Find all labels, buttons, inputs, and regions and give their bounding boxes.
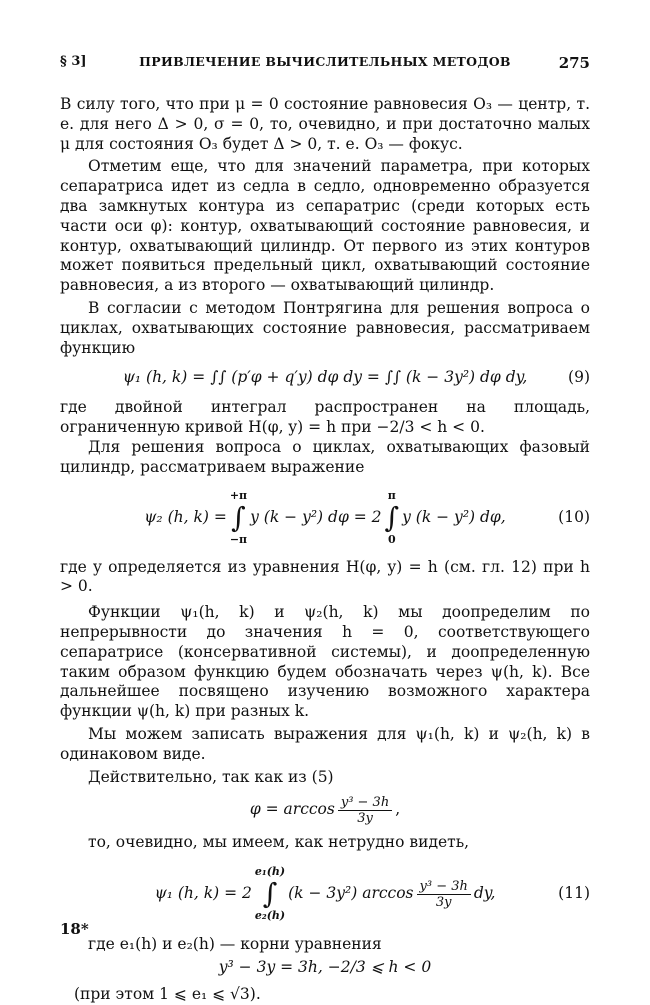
equation-11-suffix: dy,	[473, 884, 496, 903]
integral-sign-2: π ∫ 0	[384, 488, 400, 546]
fraction-numerator: y³ − 3h	[338, 795, 392, 811]
fraction	[338, 795, 392, 826]
integral-sign: +π ∫ −π	[229, 488, 248, 546]
equation-10-number: (10)	[558, 507, 590, 526]
integral-upper-limit: +π	[229, 488, 248, 502]
integral-lower-limit-3: e₂(h)	[254, 909, 286, 923]
paragraph-3: В согласии с методом Понтрягина для решения вопроса о циклах, охватывающих состояние равновесия, рассматриваем функцию	[60, 298, 590, 357]
equation-11-middle: (k − 3y²) arccos	[288, 884, 414, 903]
running-header	[60, 54, 590, 76]
fraction-2-denominator: 3y	[435, 894, 452, 910]
paragraph-1: В силу того, что при μ = 0 состояние равновесия O₃ — центр, т. е. для него Δ > 0, σ = 0, то, очевидно, и при достаточно малых μ для состояния O₃ будет Δ > 0, т. е. O₃ — фокус.	[60, 95, 590, 153]
equation-11	[60, 853, 590, 935]
equation-10-middle: y (k − y²) dφ = 2	[250, 507, 382, 526]
fraction-denominator: 3y	[357, 810, 373, 826]
equation-roots-body: y³ − 3y = 3h, −2/3 ⩽ h < 0	[218, 958, 432, 976]
paragraph-5: Для решения вопроса о циклах, охватывающих фазовый цилиндр, рассматриваем выражение	[60, 437, 590, 476]
fraction-2-numerator: y³ − 3h	[417, 879, 471, 895]
equation-10-prefix: ψ₂ (h, k) =	[144, 507, 227, 526]
equation-11-prefix: ψ₁ (h, k) = 2	[154, 884, 252, 903]
integral-sign-3: e₁(h) ∫ e₂(h)	[254, 865, 286, 923]
paragraph-7: Функции ψ₁(h, k) и ψ₂(h, k) мы доопределим по непрерывности до значения h = 0, соответствующего сепаратрисе (консервативной системы), и доопределенную таким образом функцию будем обозначать через ψ(h, k). Все дальнейшее посвящено изучению возможного характера функции ψ(h, k) при разных k.	[60, 603, 590, 721]
running-title: ПРИВЛЕЧЕНИЕ ВЫЧИСЛИТЕЛЬНЫХ МЕТОДОВ	[139, 54, 511, 69]
equation-phi-prefix: φ = arccos	[249, 800, 335, 819]
paragraph-10: то, очевидно, мы имеем, как нетрудно видеть,	[88, 833, 470, 852]
paragraph-6: где y определяется из уравнения H(φ, y) = h (см. гл. 12) при h > 0.	[60, 557, 590, 596]
equation-9-number: (9)	[568, 368, 590, 387]
paragraph-4: где двойной интеграл распространен на площадь, ограниченную кривой H(φ, y) = h при −2/3 < h < 0.	[60, 398, 590, 437]
equation-11-number: (11)	[558, 884, 590, 903]
fraction-2	[417, 879, 471, 910]
integral-lower-limit: −π	[229, 532, 248, 546]
equation-9	[60, 358, 590, 398]
equation-phi-suffix: ,	[395, 800, 401, 819]
page-body	[60, 95, 590, 1005]
integral-upper-limit-2: π	[387, 488, 396, 502]
section-mark: § 3]	[60, 54, 87, 69]
equation-roots	[60, 955, 590, 981]
paragraph-9: Действительно, так как из (5)	[88, 767, 334, 786]
equation-10	[60, 478, 590, 558]
paragraph-11: где e₁(h) и e₂(h) — корни уравнения	[88, 935, 382, 954]
paragraph-12: (при этом 1 ⩽ e₁ ⩽ √3).	[74, 984, 261, 1003]
integral-lower-limit-2: 0	[387, 532, 396, 546]
equation-9-body: ψ₁ (h, k) = ∫∫ (p′φ + q′y) dφ dy = ∫∫ (k − 3y²) dφ dy,	[122, 368, 528, 387]
page-number: 275	[558, 54, 590, 72]
paragraph-2: Отметим еще, что для значений параметра, при которых сепаратриса идет из седла в седло, одновременно образуется два замкнутых контура из сепаратрис (среди которых есть части оси φ): контур, охватывающий состояние равновесия, и контур, охватывающий цилиндр. От первого из этих контуров может появиться предельный цикл, охватывающий состояние равновесия, а из второго — охватывающий цилиндр.	[60, 157, 590, 295]
paragraph-8: Мы можем записать выражения для ψ₁(h, k) и ψ₂(h, k) в одинаковом виде.	[60, 724, 590, 763]
equation-10-suffix: y (k − y²) dφ,	[402, 507, 506, 526]
signature-mark: 18*	[60, 920, 89, 938]
equation-phi	[60, 787, 590, 833]
integral-upper-limit-3: e₁(h)	[254, 865, 286, 879]
